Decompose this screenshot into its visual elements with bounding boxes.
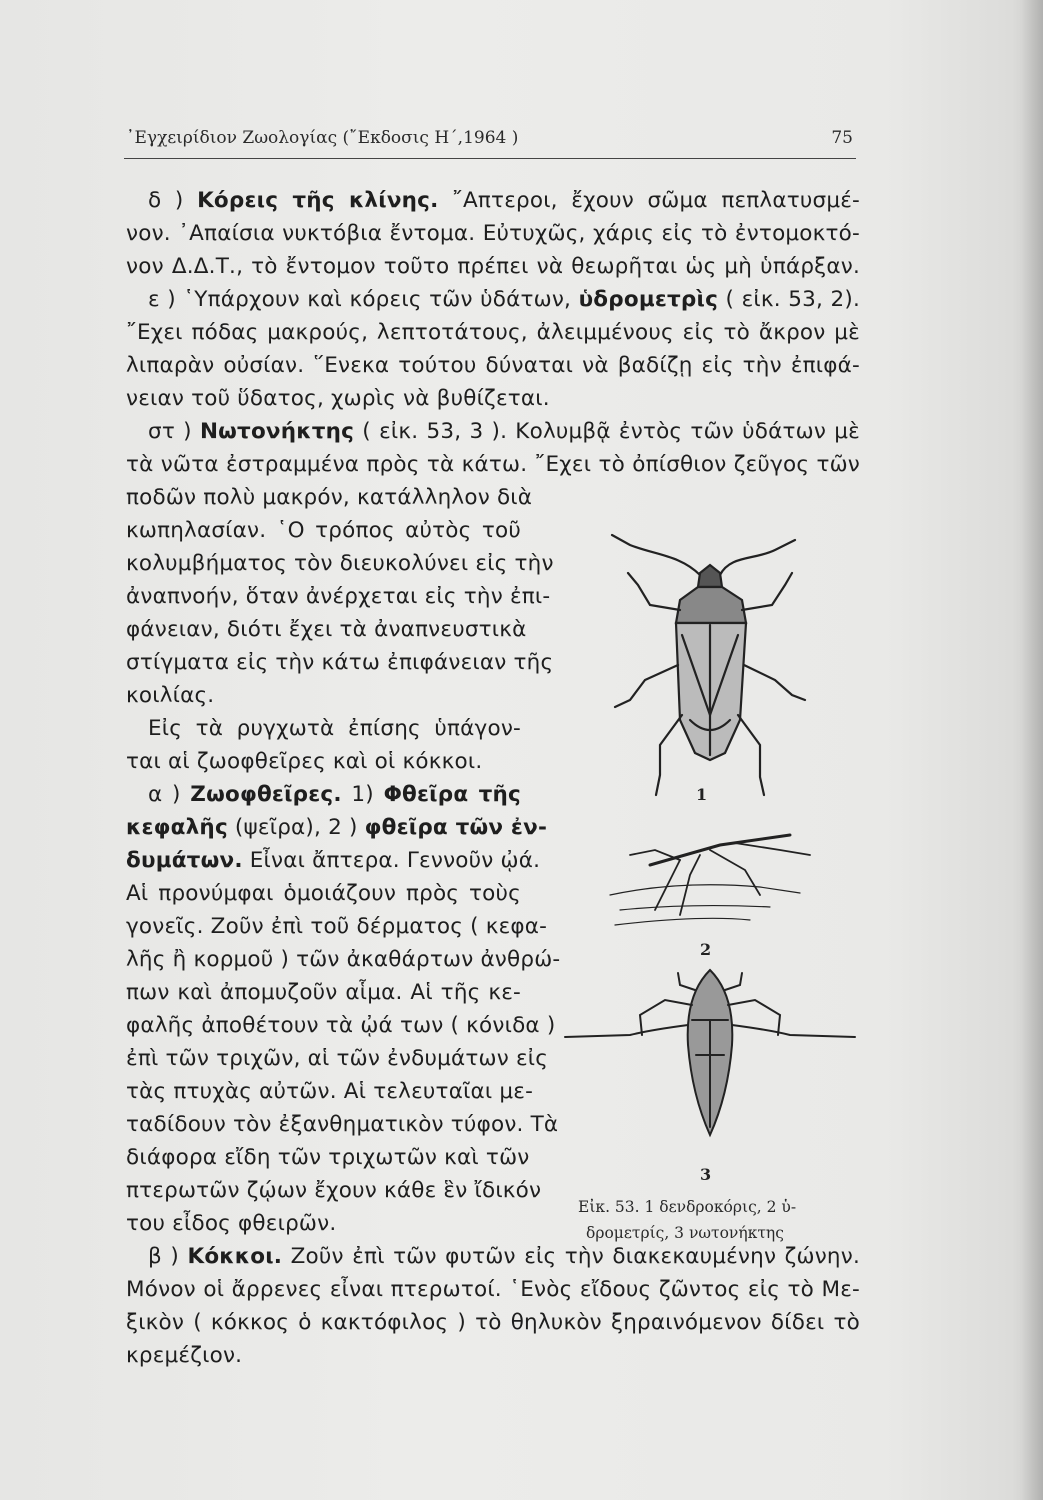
figure-53-insects <box>560 515 860 1185</box>
text-line: δυμάτων. Εἶναι ἄπτερα. Γεννοῦν ᾠά. <box>126 848 541 873</box>
text-line: Μόνον οἱ ἄρρενες εἶναι πτερωτοί. ῾Ενὸς εἴδους ζῶντος εἰς τὸ Με- <box>126 1277 860 1302</box>
text-line: στ ) Νωτονήκτης ( εἰκ. 53, 3 ). Κολυμβᾷ ἐντὸς τῶν ὑδάτων μὲ <box>148 419 860 444</box>
text-line: ταδίδουν τὸν ἐξανθηματικὸν τύφον. Τὰ <box>126 1112 559 1137</box>
text-line: α ) Ζωοφθεῖρες. 1) Φθεῖρα τῆς <box>148 782 522 807</box>
text-line: λῆς ἢ κορμοῦ ) τῶν ἀκαθάρτων ἀνθρώ- <box>126 947 561 972</box>
text-line: ται αἱ ζωοφθεῖρες καὶ οἱ κόκκοι. <box>126 749 483 774</box>
text-line: κωπηλασίαν. ῾Ο τρόπος αὐτὸς τοῦ <box>126 518 521 543</box>
text-line: τὰς πτυχὰς αὐτῶν. Αἱ τελευταῖαι με- <box>126 1079 534 1104</box>
figure-label-3: 3 <box>700 1165 712 1184</box>
water-strider-illustration <box>610 835 810 925</box>
text-line: ἐπὶ τῶν τριχῶν, αἱ τῶν ἐνδυμάτων εἰς <box>126 1046 549 1071</box>
page-number: 75 <box>831 128 853 148</box>
text-line: του εἶδος φθειρῶν. <box>126 1211 337 1236</box>
caption-line: δρομετρίς, 3 νωτονήκτης <box>586 1224 784 1242</box>
text-line: τὰ νῶτα ἐστραμμένα πρὸς τὰ κάτω. ῎Εχει τὸ ὀπίσθιον ζεῦγος τῶν <box>126 452 860 477</box>
caption-line: Εἰκ. 53. 1 δενδροκόρις, 2 ὑ- <box>578 1198 797 1216</box>
text-line: νειαν τοῦ ὕδατος, χωρὶς νὰ βυθίζεται. <box>126 386 550 411</box>
text-line: στίγματα εἰς τὴν κάτω ἐπιφάνειαν τῆς <box>126 650 554 675</box>
text-line: κεφαλῆς (ψεῖρα), 2 ) φθεῖρα τῶν ἐν- <box>126 815 548 840</box>
text-line: πων καὶ ἀπομυζοῦν αἷμα. Αἱ τῆς κε- <box>126 980 521 1005</box>
text-line: ποδῶν πολὺ μακρόν, κατάλληλον διὰ <box>126 485 533 510</box>
text-line: Εἰς τὰ ρυγχωτὰ ἐπίσης ὑπάγον- <box>148 716 521 741</box>
text-line: νον. ᾿Απαίσια νυκτόβια ἔντομα. Εὐτυχῶς, χάρις εἰς τὸ ἐντομοκτό- <box>126 221 860 246</box>
text-line: γονεῖς. Ζοῦν ἐπὶ τοῦ δέρματος ( κεφα- <box>126 914 548 939</box>
text-line: φαλῆς ἀποθέτουν τὰ ᾠά των ( κόνιδα ) <box>126 1013 556 1038</box>
text-line: δ ) Κόρεις τῆς κλίνης. ῎Απτεροι, ἔχουν σῶμα πεπλατυσμέ- <box>148 188 860 213</box>
text-line: κολυμβήματος τὸν διευκολύνει εἰς τὴν <box>126 551 554 576</box>
text-line: ῎Εχει πόδας μακρούς, λεπτοτάτους, ἀλειμμένους εἰς τὸ ἄκρον μὲ <box>126 320 860 345</box>
figure-label-1: 1 <box>696 785 708 804</box>
text-line: ξικὸν ( κόκκος ὁ κακτόφιλος ) τὸ θηλυκὸν ξηραινόμενον δίδει τὸ <box>126 1310 860 1335</box>
text-line: β ) Κόκκοι. Ζοῦν ἐπὶ τῶν φυτῶν εἰς τὴν διακεκαυμένην ζώνην. <box>148 1244 861 1269</box>
backswimmer-illustration <box>565 970 855 1135</box>
page-edge-shadow <box>1021 0 1043 1500</box>
text-line: πτερωτῶν ζῴων ἔχουν κάθε ἓν ἴδικόν <box>126 1178 542 1203</box>
figure-caption <box>578 1194 858 1246</box>
text-line: κοιλίας. <box>126 683 215 708</box>
text-line: νον Δ.Δ.Τ., τὸ ἔντομον τοῦτο πρέπει νὰ θεωρῆται ὡς μὴ ὑπάρξαν. <box>126 254 860 279</box>
figure-label-2: 2 <box>700 940 712 959</box>
tree-bug-illustration <box>612 535 805 795</box>
text-line: κρεμέζιον. <box>126 1343 243 1368</box>
text-line: Αἱ προνύμφαι ὁμοιάζουν πρὸς τοὺς <box>126 881 521 906</box>
header-rule <box>124 158 856 159</box>
text-line: λιπαρὰν οὐσίαν. ῞Ενεκα τούτου δύναται νὰ βαδίζῃ εἰς τὴν ἐπιφά- <box>126 353 860 378</box>
text-line: διάφορα εἴδη τῶν τριχωτῶν καὶ τῶν <box>126 1145 530 1170</box>
text-line: ε ) ῾Υπάρχουν καὶ κόρεις τῶν ὑδάτων, ὑδρομετρὶς ( εἰκ. 53, 2). <box>148 287 860 312</box>
header-title: ᾿Εγχειρίδιον Ζωολογίας (῎Εκδοσις Η΄,1964 ) <box>126 128 519 148</box>
text-line: ἀναπνοήν, ὅταν ἀνέρχεται εἰς τὴν ἐπι- <box>126 584 551 609</box>
text-line: φάνειαν, διότι ἔχει τὰ ἀναπνευστικὰ <box>126 617 527 642</box>
